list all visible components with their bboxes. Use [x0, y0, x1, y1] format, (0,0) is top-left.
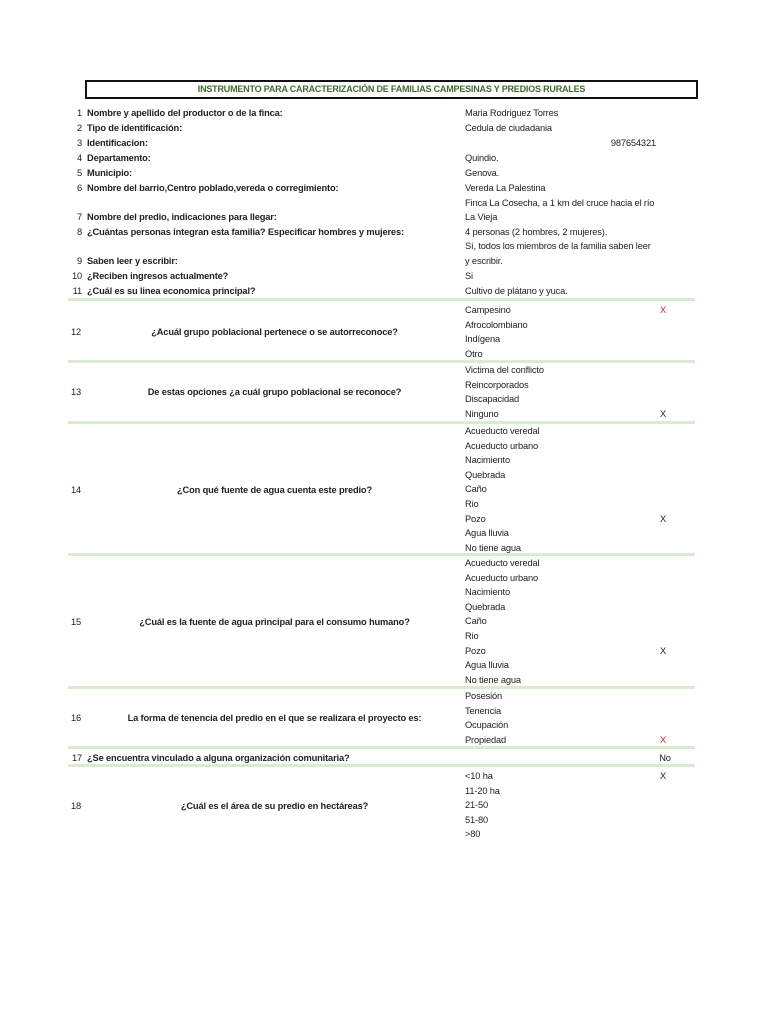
question-label: ¿Se encuentra vinculado a alguna organización comunitaria?: [87, 753, 350, 763]
row-number: 1: [76, 108, 82, 118]
question-label: ¿Con qué fuente de agua cuenta este predio?: [176, 484, 372, 495]
option-label: <10 ha: [465, 771, 493, 781]
selected-mark: X: [659, 735, 667, 745]
option-label: No tiene agua: [465, 543, 521, 553]
answer-value: 987654321: [610, 138, 656, 148]
row-number: 10: [71, 271, 82, 281]
option-label: Posesión: [465, 691, 503, 701]
option-label: Reincorporados: [465, 380, 529, 390]
selected-mark: X: [659, 514, 667, 524]
question-label: ¿Reciben ingresos actualmente?: [87, 271, 229, 281]
row-number: 4: [76, 153, 82, 163]
option-label: Agua lluvia: [465, 528, 509, 538]
option-label: 11-20 ha: [465, 786, 500, 796]
option-label: Victima del conflicto: [465, 365, 544, 375]
option-label: Agua lluvia: [465, 660, 509, 670]
option-label: Rio: [465, 631, 479, 641]
question-label: Identificacion:: [87, 138, 148, 148]
question-label: Municipio:: [87, 168, 132, 178]
option-label: Acueducto veredal: [465, 426, 540, 436]
option-label: Caño: [465, 484, 487, 494]
row-number: 14: [71, 484, 82, 495]
question-label: Nombre del barrio,Centro poblado,vereda o corregimiento:: [87, 183, 339, 193]
selected-mark: X: [659, 409, 667, 419]
option-label: Ninguno: [465, 409, 499, 419]
option-label: Acueducto urbano: [465, 573, 539, 583]
row-number: 18: [71, 800, 82, 811]
row-number: 7: [76, 212, 82, 222]
row-number: 17: [71, 753, 82, 763]
question-label: La forma de tenencia del predio en el que se realizara el proyecto es:: [127, 713, 422, 724]
row-number: 3: [76, 138, 82, 148]
row-separator: [68, 298, 695, 301]
row-number: 11: [72, 286, 82, 296]
answer-value: Vereda La Palestina: [465, 183, 546, 193]
answer-value: Sí, todos los miembros de la familia saben leer: [465, 241, 651, 251]
option-label: Acueducto veredal: [465, 558, 540, 568]
row-separator: [68, 764, 695, 767]
option-label: Quebrada: [465, 470, 506, 480]
question-label: ¿Cuál es su linea economica principal?: [87, 286, 256, 296]
selected-mark: X: [659, 646, 667, 656]
option-label: Indígena: [465, 334, 500, 344]
row-number: 6: [76, 183, 82, 193]
answer-value: Cultivo de plátano y yuca.: [465, 286, 568, 296]
form-title: INSTRUMENTO PARA CARACTERIZACIÓN DE FAMILIAS CAMPESINAS Y PREDIOS RURALES: [85, 80, 698, 99]
selected-mark: X: [659, 305, 667, 315]
option-label: Campesino: [465, 305, 511, 315]
row-number: 2: [76, 123, 82, 133]
question-label: Tipo de identificación:: [87, 123, 183, 133]
option-label: Propiedad: [465, 735, 507, 745]
answer-value: Finca La Cosecha, a 1 km del cruce hacia el río: [465, 198, 655, 208]
row-separator: [68, 360, 695, 363]
question-label: ¿Cuántas personas integran esta familia? Especificar hombres y mujeres:: [87, 227, 404, 237]
answer-value: Cedula de ciudadania: [465, 123, 552, 133]
answer-value: Si: [465, 271, 473, 281]
row-separator: [68, 421, 695, 424]
option-label: No tiene agua: [465, 675, 521, 685]
option-label: 21-50: [465, 800, 489, 810]
option-label: Rio: [465, 499, 479, 509]
selected-mark: X: [659, 771, 667, 781]
option-label: Pozo: [465, 646, 486, 656]
row-separator: [68, 686, 695, 689]
option-label: Otro: [465, 349, 483, 359]
answer-value: y escribir.: [465, 256, 503, 266]
answer-value: La Vieja: [465, 212, 498, 222]
option-label: Nacimiento: [465, 587, 511, 597]
row-number: 12: [71, 327, 82, 338]
row-number: 8: [76, 227, 82, 237]
row-number: 16: [71, 713, 82, 724]
question-label: Nombre y apellido del productor o de la finca:: [87, 108, 283, 118]
option-label: Nacimiento: [465, 455, 511, 465]
answer-value: Maria Rodriguez Torres: [465, 108, 559, 118]
option-label: 51-80: [465, 815, 489, 825]
row-separator: [68, 746, 695, 749]
option-label: Acueducto urbano: [465, 441, 539, 451]
answer-value: Genova.: [465, 168, 500, 178]
option-label: Ocupación: [465, 720, 509, 730]
option-label: Tenencia: [465, 706, 502, 716]
row-number: 15: [71, 616, 82, 627]
question-label: ¿Cuál es la fuente de agua principal para el consumo humano?: [139, 616, 410, 627]
option-label: Caño: [465, 616, 487, 626]
question-label: ¿Acuál grupo poblacional pertenece o se autorreconoce?: [151, 327, 398, 338]
question-label: De estas opciones ¿a cuál grupo poblacional se reconoce?: [147, 387, 402, 398]
answer-value: Quindio.: [465, 153, 499, 163]
option-label: Quebrada: [465, 602, 506, 612]
question-label: ¿Cuál es el área de su predio en hectáreas?: [180, 800, 369, 811]
row-number: 13: [71, 387, 82, 398]
row-number: 5: [76, 168, 82, 178]
option-label: Afrocolombiano: [465, 320, 528, 330]
option-label: Discapacidad: [465, 394, 520, 404]
row-separator: [68, 553, 695, 556]
answer-value: No: [659, 753, 671, 763]
question-label: Departamento:: [87, 153, 151, 163]
row-number: 9: [76, 256, 82, 266]
option-label: >80: [465, 829, 481, 839]
option-label: Pozo: [465, 514, 486, 524]
answer-value: 4 personas (2 hombres, 2 mujeres).: [465, 227, 608, 237]
question-label: Nombre del predio, indicaciones para llegar:: [87, 212, 277, 222]
question-label: Saben leer y escribir:: [87, 256, 178, 266]
